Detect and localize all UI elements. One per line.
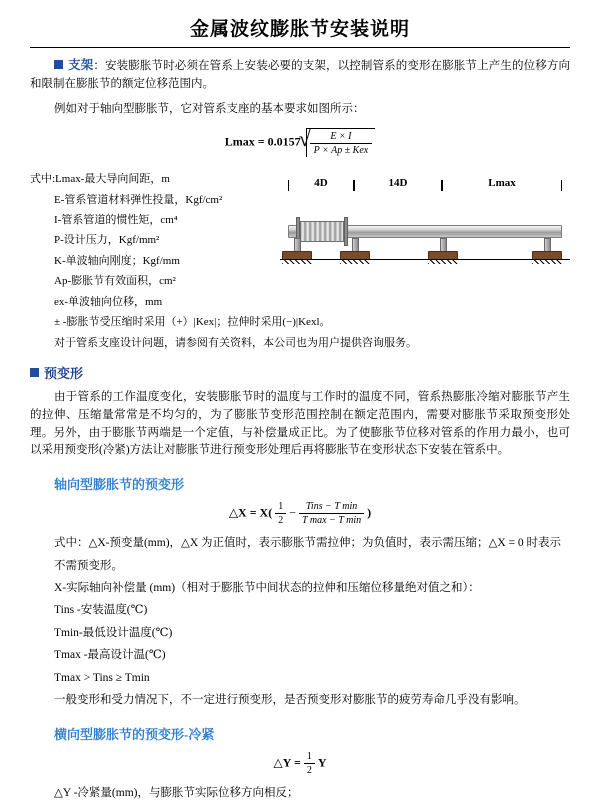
lateral-note-line: △Y -冷紧量(mm)，与膨胀节实际位移方向相反；	[54, 786, 299, 799]
lmax-numerator: √ E × I	[310, 131, 373, 144]
dimension-14d	[354, 177, 442, 189]
lateral-equation-lhs: △Y =	[273, 754, 301, 769]
page-title: 金属波纹膨胀节安装说明	[189, 19, 410, 40]
bracket-section-intro: 支架：安装膨胀节时必须在管系上安装必要的支架，以控制管系的变形在膨胀节上产生的位移方向和限制在膨胀节的额定位移范围内。	[30, 58, 571, 90]
support-anchor	[282, 238, 312, 264]
axial-equation-block	[30, 501, 570, 526]
support-guide-1	[340, 238, 370, 264]
axial-half-denominator: 2	[278, 515, 284, 527]
blue-square-bullet-icon	[30, 368, 39, 377]
axial-notes-list	[54, 532, 570, 711]
predeform-section-heading	[30, 363, 570, 382]
lateral-fraction-half	[304, 751, 315, 776]
support-stem	[544, 238, 551, 252]
lmax-fraction	[310, 131, 373, 156]
support-stem	[440, 238, 447, 252]
tick-icon	[288, 180, 289, 191]
diagram-column	[280, 161, 570, 292]
pipe-assembly	[280, 195, 570, 285]
predeform-paragraph: 由于管系的工作温度变化，安装膨胀节时的温度与工作时的温度不同，管系热膨胀冷缩对膨胀节产生的拉伸、压缩量常常是不均匀的，为了膨胀节变形范围控制在额定范围内，需要对膨胀节采取预变形处理。另外，由于膨胀节两端是一个定值，与补偿量成正比。为了使膨胀节位移对管系的作用力最小，也可以采用预变形(冷紧)方法让对膨胀节进行预变形处理后再将膨胀节在变形状态下安装在管系中。	[30, 390, 570, 457]
tick-icon	[561, 180, 562, 191]
axial-fraction-half	[275, 501, 286, 526]
lmax-denominator: P × Ap ± Kex	[313, 145, 369, 157]
axial-minus-sign: −	[289, 505, 296, 520]
tick-icon	[442, 180, 443, 191]
dimension-lmax	[442, 177, 562, 189]
dimension-14d-label: 14D	[388, 177, 408, 190]
legend-item: K-单波轴向刚度；Kgf/mm	[54, 254, 180, 267]
support-guide-3	[532, 238, 562, 264]
dimension-4d	[288, 177, 354, 189]
bracket-paragraph-1: 安装膨胀节时必须在管系上安装必要的支架，以控制管系的变形在膨胀节上产生的位移方向和限制在膨胀节的额定位移范围内。	[30, 60, 571, 90]
axial-note-line: Tins -安装温度(℃)	[54, 604, 148, 617]
legend-item: 式中:Lmax-最大导向间距，m	[30, 173, 170, 186]
dimension-4d-label: 4D	[314, 177, 328, 190]
support-stem	[294, 238, 301, 252]
sqrt-icon	[306, 128, 376, 157]
tick-icon	[354, 180, 355, 191]
lateral-notes-list	[54, 782, 570, 804]
legend-item: P-设计压力，Kgf/mm²	[54, 234, 160, 247]
axial-temp-numerator: Tins − T min	[299, 501, 364, 514]
lateral-half-numerator: 1	[304, 751, 315, 764]
legend-item: ± -膨胀节受压缩时采用（+）|Kex|；拉伸时采用(−)|Kexl。	[54, 315, 331, 328]
dimension-labels-row	[280, 177, 570, 195]
lateral-subsection-heading: 横向型膨胀节的预变形-冷紧	[54, 726, 215, 742]
axial-temp-denominator: T max − T min	[302, 515, 362, 527]
axial-note-line: Tmin-最低设计温度(℃)	[54, 626, 173, 639]
axial-note-line: X-实际轴向补偿量 (mm)（相对于膨胀节中间状态的拉伸和压缩位移量绝对值之和）：	[54, 581, 480, 594]
lateral-equation	[274, 751, 327, 776]
axial-note-line: Tmax > Tins ≥ Tmin	[54, 671, 150, 684]
axial-half-numerator: 1	[275, 501, 286, 514]
lateral-half-denominator: 2	[306, 764, 312, 776]
support-stem	[352, 238, 359, 252]
axial-fraction-temps	[299, 501, 364, 526]
bracket-heading: 支架	[68, 58, 94, 72]
legend-item: Ap-膨胀节有效面积，cm²	[54, 275, 176, 288]
axial-equation-rhs: )	[367, 505, 372, 520]
axial-equation-lhs: △X = X(	[228, 505, 273, 520]
axial-note-line: 一般变形和受力情况下，不一定进行预变形，是否预变形对膨胀节的疲劳寿命几乎没有影响。	[54, 694, 526, 707]
axial-subsection-heading: 轴向型膨胀节的预变形	[54, 477, 185, 493]
lmax-formula-block	[30, 128, 570, 157]
document-page	[0, 14, 600, 799]
axial-note-line: Tmax -最高设计温(℃)	[54, 649, 166, 662]
legend-and-diagram	[30, 161, 570, 332]
predeform-heading-label: 预变形	[44, 365, 84, 381]
lateral-equation-block	[30, 751, 570, 776]
dimension-lmax-label: Lmax	[488, 177, 516, 190]
document-body	[0, 56, 600, 804]
lmax-formula-lhs: Lmax = 0.0157	[224, 134, 301, 149]
lateral-equation-rhs: Y	[317, 754, 327, 769]
bracket-paragraph-2: 例如对于轴向型膨胀节，它对管系支座的基本要求如图所示：	[54, 102, 365, 115]
bracket-note: 对于管系支座设计问题，请参阅有关资料，本公司也为用户提供咨询服务。	[54, 337, 417, 350]
axial-note-line: 式中：△X-预变量(mm)，△X 为正值时，表示膨胀节需拉伸；为负值时，表示需压缩；△X = 0 时表示不需预变形。	[54, 537, 562, 572]
title-divider	[30, 47, 570, 48]
legend-item: I-管系管道的惯性矩，cm⁴	[54, 214, 178, 227]
blue-square-bullet-icon	[54, 60, 63, 69]
ground-line	[280, 259, 570, 260]
legend-item: ex-单波轴向位移，mm	[54, 295, 163, 308]
legend-item: E-管系管道材料弹性投量，Kgf/cm²	[54, 193, 223, 206]
expansion-joint-diagram	[280, 177, 570, 292]
support-guide-2	[428, 238, 458, 264]
axial-equation	[229, 501, 371, 526]
lmax-formula	[225, 128, 375, 157]
